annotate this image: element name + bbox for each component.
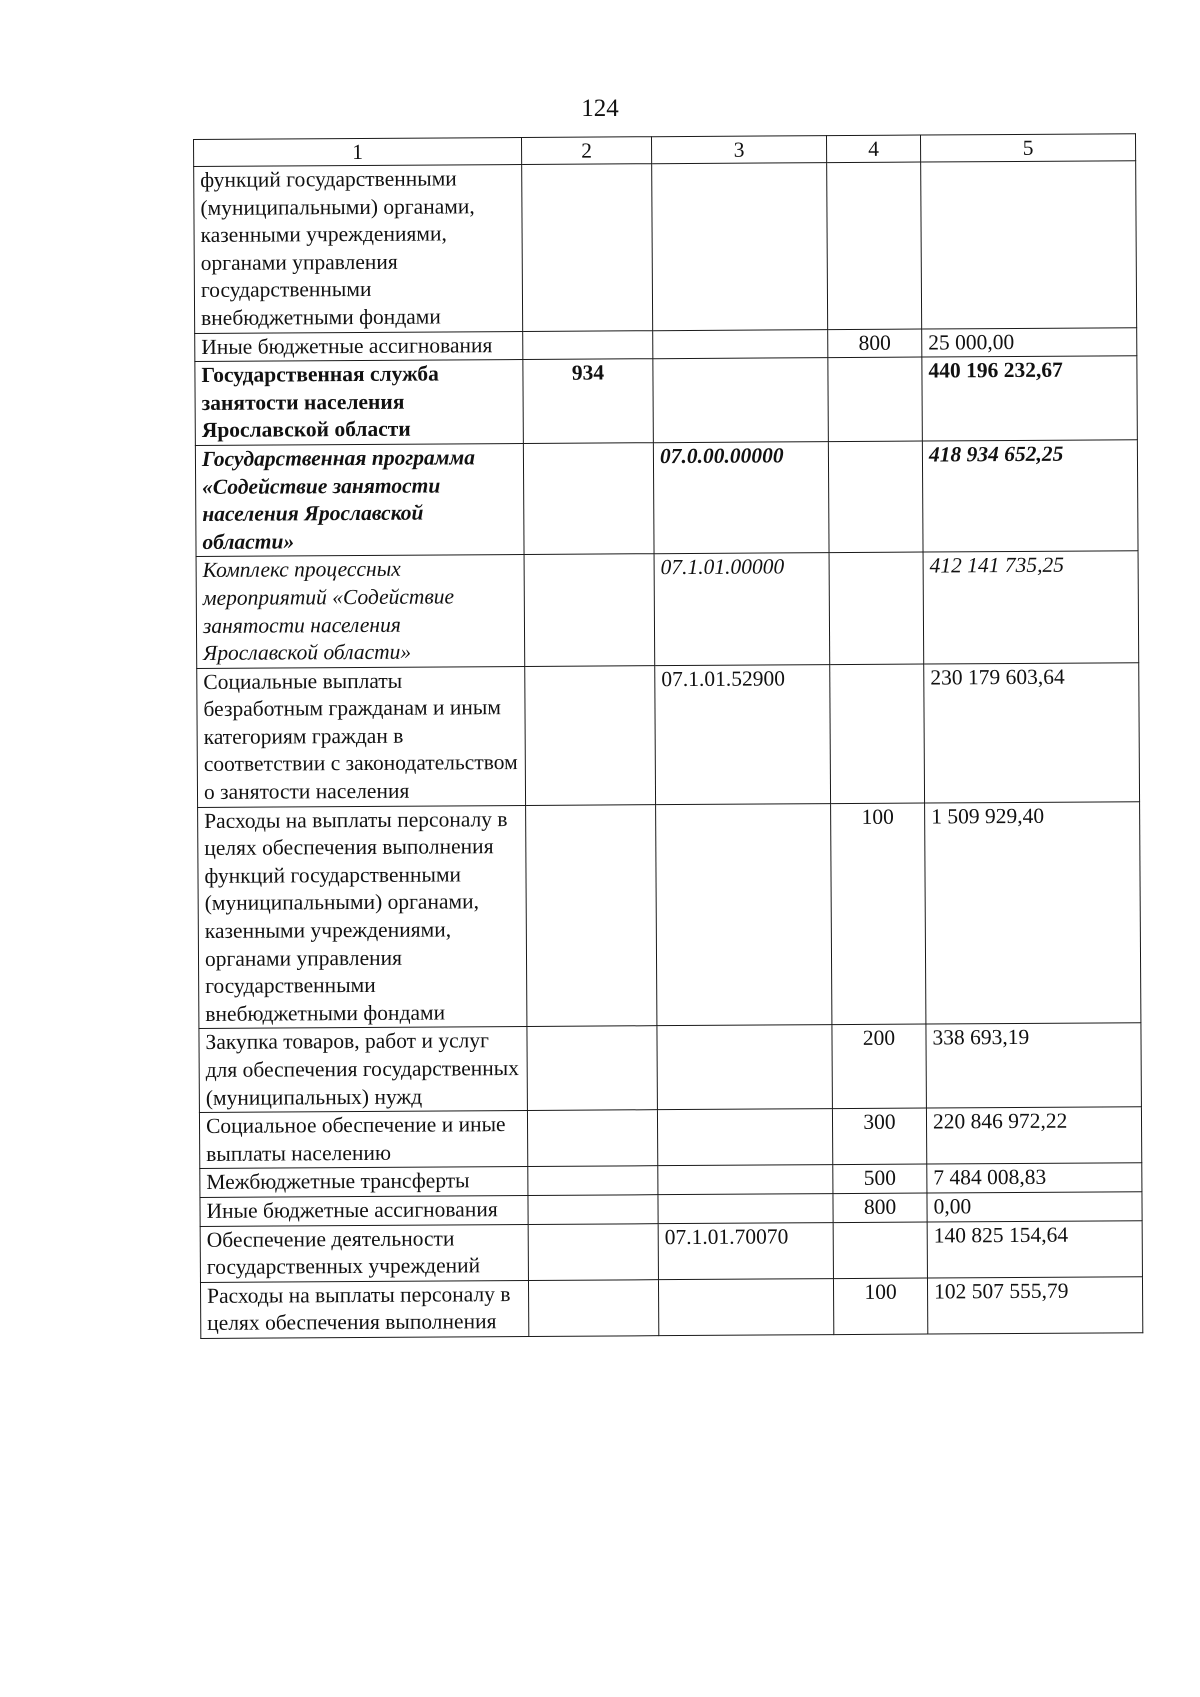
row-expense-type-cell <box>827 162 922 329</box>
row-department-code-cell <box>528 1166 658 1195</box>
row-name-cell: Иные бюджетные ассигнования <box>195 331 523 362</box>
row-target-code-cell <box>658 1278 833 1335</box>
table-row <box>197 662 1140 807</box>
row-name-cell: Иные бюджетные ассигнования <box>200 1195 528 1226</box>
row-target-code-cell <box>658 1165 833 1195</box>
row-amount-cell: 1 509 929,40 <box>925 801 1141 1024</box>
row-expense-type-cell: 500 <box>833 1164 927 1193</box>
row-target-code-cell: 07.0.00.00000 <box>653 442 829 554</box>
row-department-code-cell <box>523 443 654 555</box>
row-department-code-cell <box>524 554 655 666</box>
row-expense-type-cell <box>833 1222 927 1279</box>
row-department-code-cell <box>527 1026 658 1111</box>
row-expense-type-cell: 800 <box>828 329 922 358</box>
row-target-code-cell <box>658 1194 833 1224</box>
row-target-code-cell <box>652 163 828 331</box>
row-amount-cell: 220 846 972,22 <box>926 1107 1141 1164</box>
row-name-cell: Государственная программа «Содействие занятости населения Ярославской области» <box>195 443 524 556</box>
row-department-code-cell <box>528 1279 658 1336</box>
row-expense-type-cell: 200 <box>832 1024 927 1108</box>
row-target-code-cell <box>653 329 828 359</box>
row-department-code-cell <box>525 665 656 805</box>
row-expense-type-cell: 800 <box>833 1193 927 1222</box>
row-name-cell: Закупка товаров, работ и услуг для обеспечения государственных (муниципальных) нужд <box>199 1027 528 1113</box>
page-number: 124 <box>581 95 619 122</box>
row-name-cell: Социальные выплаты безработным гражданам и иным категориям граждан в соответствии с законодательством о занятости населения <box>197 666 526 807</box>
row-expense-type-cell: 100 <box>831 803 926 1025</box>
row-amount-cell: 7 484 008,83 <box>927 1163 1142 1193</box>
header-cell-3: 3 <box>651 136 826 164</box>
row-target-code-cell <box>653 358 829 443</box>
row-amount-cell: 338 693,19 <box>926 1023 1142 1108</box>
header-cell-1: 1 <box>194 137 522 166</box>
row-expense-type-cell <box>830 664 925 804</box>
row-name-cell: Расходы на выплаты персоналу в целях обеспечения выполнения <box>200 1280 528 1338</box>
row-amount-cell <box>921 161 1137 329</box>
row-amount-cell: 440 196 232,67 <box>922 356 1138 441</box>
table-row <box>198 801 1141 1029</box>
row-amount-cell: 102 507 555,79 <box>927 1276 1142 1333</box>
row-amount-cell: 140 825 154,64 <box>927 1220 1142 1277</box>
row-expense-type-cell <box>829 552 924 664</box>
header-cell-5: 5 <box>920 134 1135 162</box>
row-target-code-cell <box>657 1025 833 1110</box>
header-cell-4: 4 <box>826 135 920 163</box>
row-name-cell: Государственная служба занятости населения Ярославской области <box>195 360 524 446</box>
row-target-code-cell <box>656 803 832 1026</box>
row-name-cell: Социальное обеспечение и иные выплаты населению <box>199 1111 527 1169</box>
row-expense-type-cell: 300 <box>832 1108 926 1165</box>
row-expense-type-cell <box>828 357 923 441</box>
row-name-cell: функций государственными (муниципальными) органами, казенными учреждениями, органами управления государственными внебюджетными фондами <box>194 164 523 333</box>
table-row <box>200 1276 1142 1338</box>
row-amount-cell: 412 141 735,25 <box>923 551 1139 664</box>
row-target-code-cell: 07.1.01.52900 <box>655 664 831 804</box>
row-expense-type-cell: 100 <box>833 1278 927 1335</box>
budget-table <box>193 133 1143 1339</box>
row-department-code-cell <box>527 1110 657 1167</box>
table-row <box>199 1107 1141 1169</box>
table-row <box>195 440 1138 557</box>
table-row <box>199 1023 1141 1113</box>
table-row <box>200 1220 1142 1282</box>
row-amount-cell: 418 934 652,25 <box>922 440 1138 553</box>
row-expense-type-cell <box>828 441 923 553</box>
row-department-code-cell: 934 <box>523 359 654 444</box>
row-amount-cell: 0,00 <box>927 1192 1142 1222</box>
header-cell-2: 2 <box>521 137 651 165</box>
row-department-code-cell <box>528 1223 658 1280</box>
row-amount-cell: 230 179 603,64 <box>924 662 1140 802</box>
row-name-cell: Межбюджетные трансферты <box>200 1167 528 1198</box>
row-amount-cell: 25 000,00 <box>922 327 1137 357</box>
row-target-code-cell <box>657 1109 832 1166</box>
row-name-cell: Расходы на выплаты персоналу в целях обеспечения выполнения функций государственными (муниципальными) органами, казенными учреждениями, органами управления государственными внебюджетными фондами <box>198 805 527 1029</box>
table-row <box>194 161 1137 333</box>
table-row <box>195 356 1137 446</box>
row-name-cell: Обеспечение деятельности государственных учреждений <box>200 1224 528 1282</box>
row-target-code-cell: 07.1.01.70070 <box>658 1222 833 1279</box>
row-name-cell: Комплекс процессных мероприятий «Содействие занятости населения Ярославской области» <box>196 555 525 668</box>
row-department-code-cell <box>528 1195 658 1224</box>
row-department-code-cell <box>522 164 653 331</box>
row-department-code-cell <box>523 330 653 359</box>
table-row <box>196 551 1139 668</box>
row-target-code-cell: 07.1.01.00000 <box>654 553 830 665</box>
row-department-code-cell <box>526 804 657 1027</box>
